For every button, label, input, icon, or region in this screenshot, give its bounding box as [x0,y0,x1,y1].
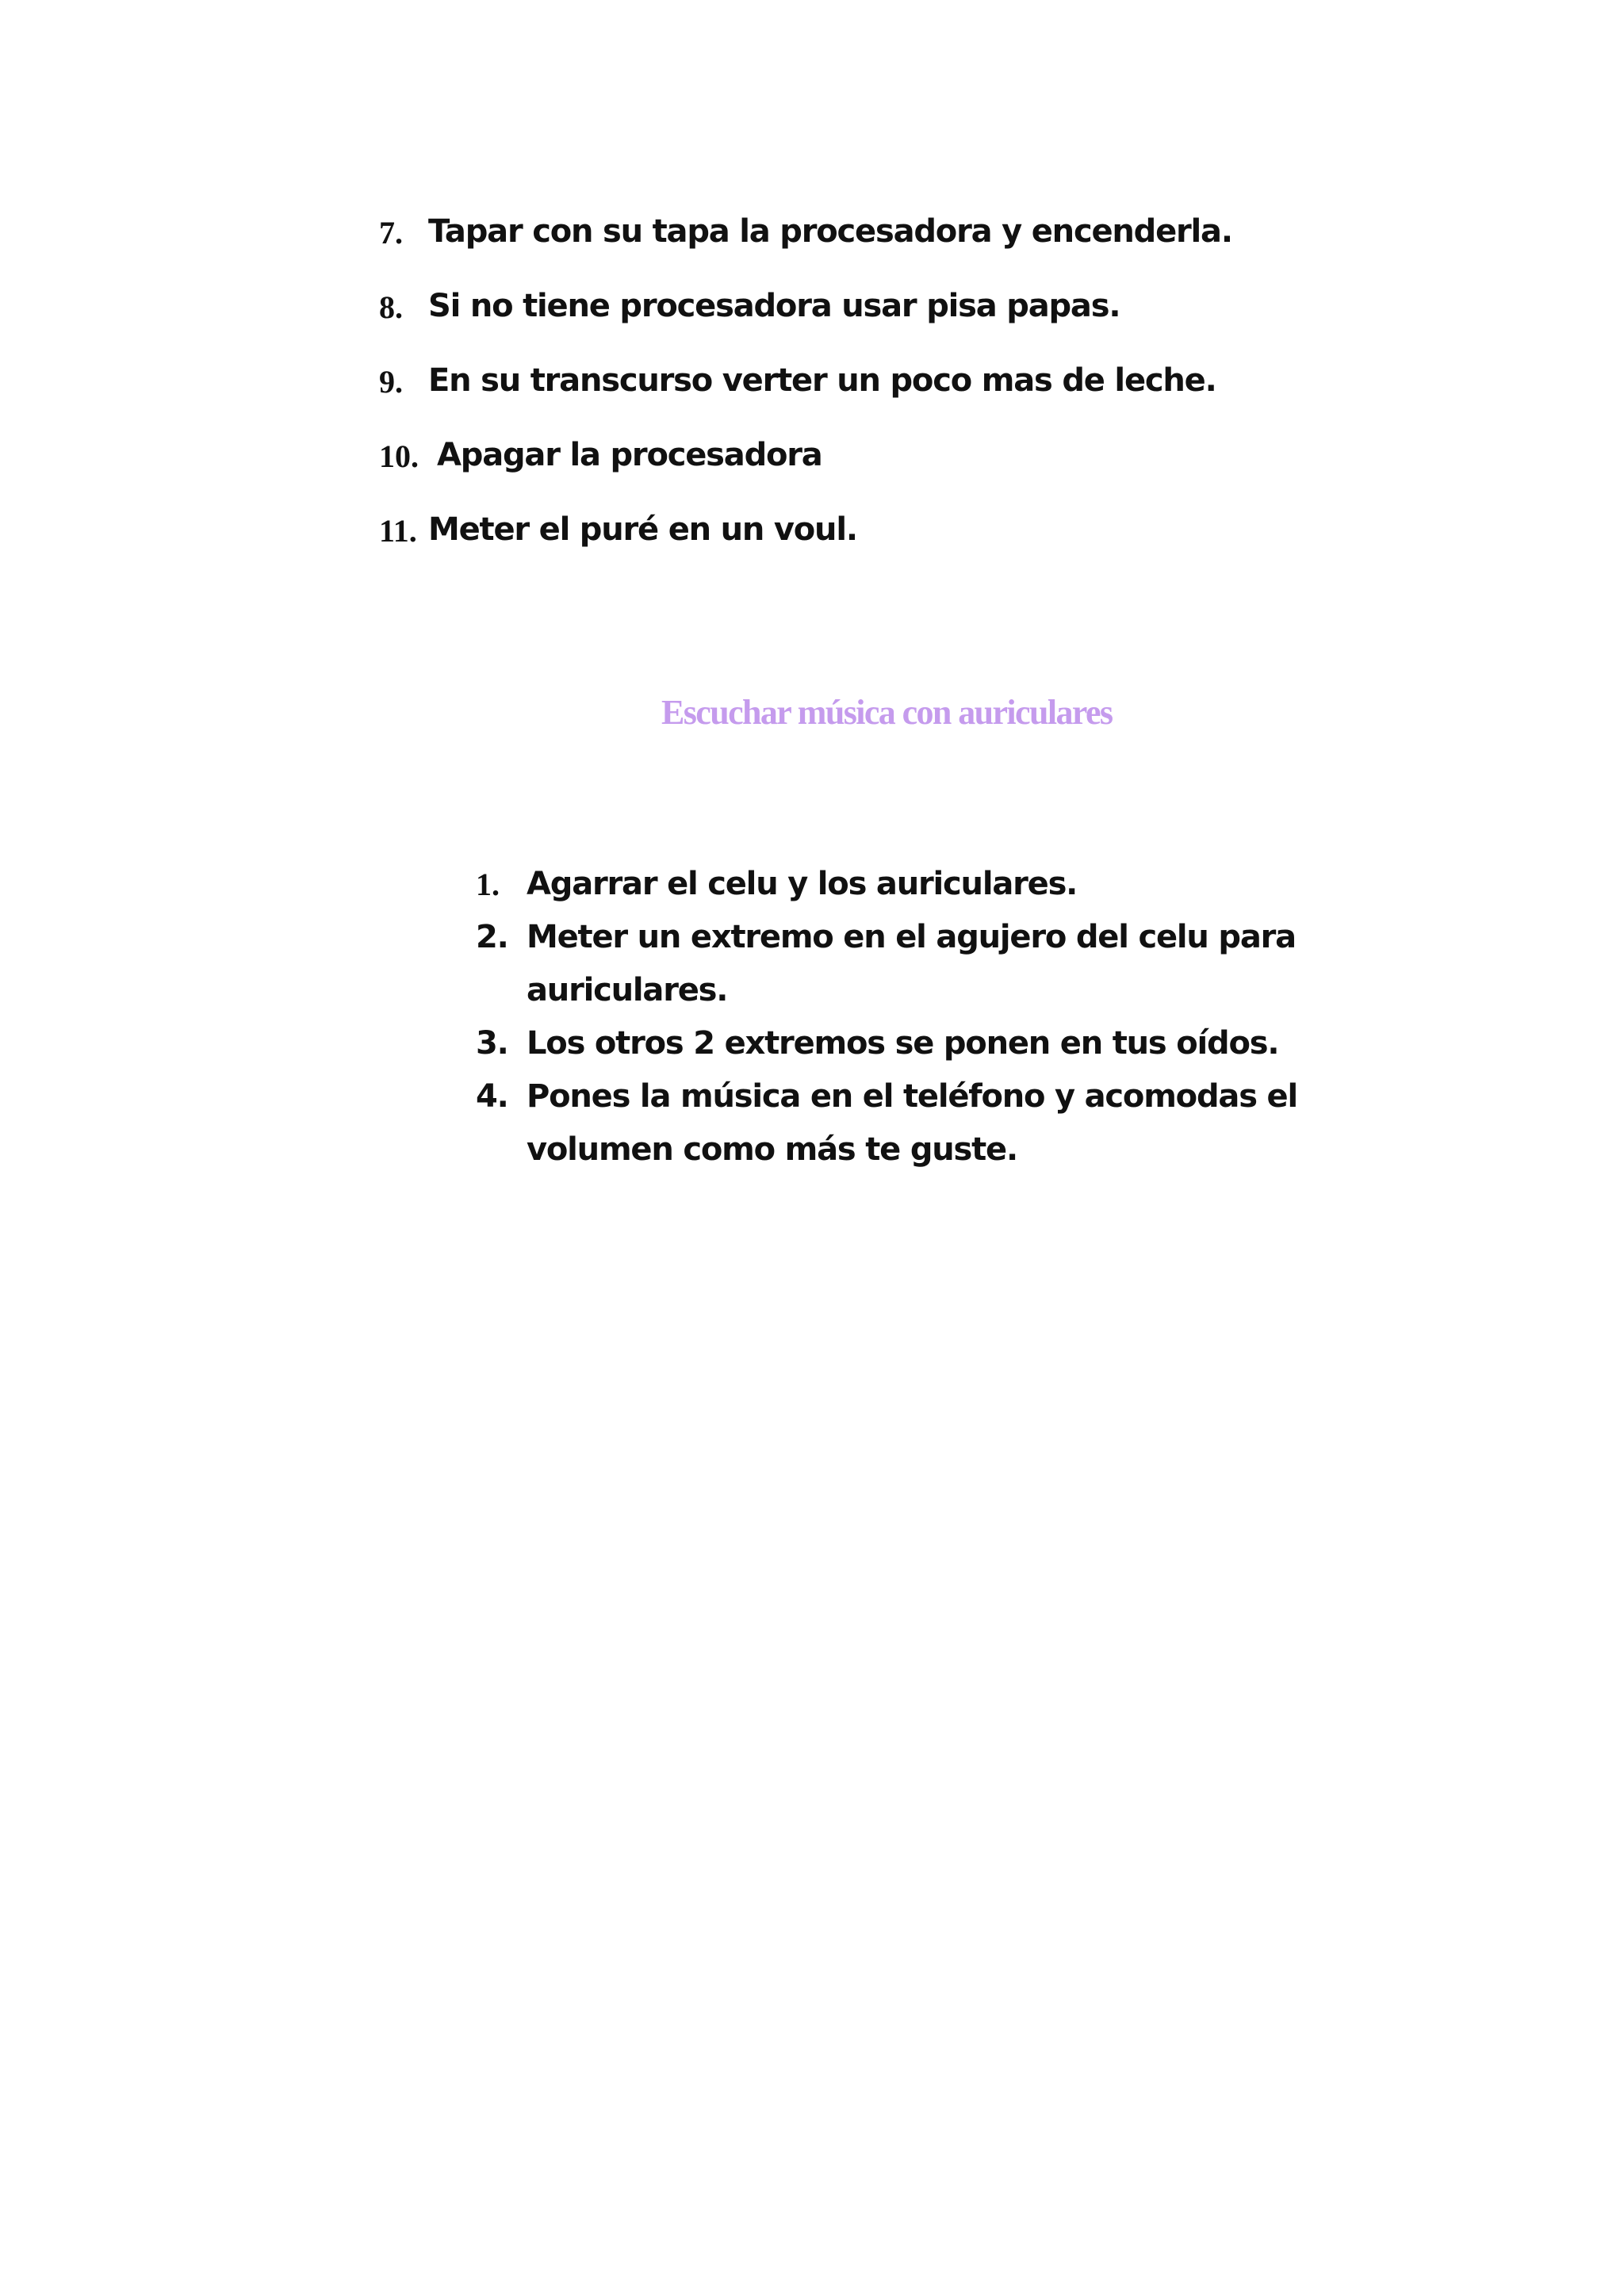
music-steps-list [476,858,1427,1177]
step-number: 8. [379,289,403,325]
step-number: 3. [476,1025,508,1062]
list-item [379,436,1568,511]
list-item [379,511,1568,585]
list-item [476,911,1427,1017]
step-text: Apagar la procesadora [437,437,822,473]
list-item [476,1017,1427,1070]
step-number: 2. [476,919,508,955]
list-item [379,287,1568,362]
step-number: 4. [476,1078,508,1115]
step-number: 7. [379,215,403,251]
list-item [476,858,1427,911]
list-item [379,212,1568,287]
step-text: Tapar con su tapa la procesadora y encenderla. [428,213,1232,250]
step-text: Meter un extremo en el agujero del celu para auriculares. [527,919,1296,1008]
list-item [476,1070,1427,1177]
section-title: Escuchar música con auriculares [661,693,1113,732]
step-text: Si no tiene procesadora usar pisa papas. [428,288,1120,324]
step-number: 10. [379,438,419,474]
step-text: En su transcurso verter un poco mas de leche. [428,362,1216,399]
step-text: Pones la música en el teléfono y acomodas el volumen como más te guste. [527,1078,1297,1168]
step-text: Los otros 2 extremos se ponen en tus oídos. [527,1025,1279,1062]
step-number: 1. [476,867,500,902]
step-text: Meter el puré en un voul. [428,511,857,548]
step-text: Agarrar el celu y los auriculares. [527,866,1078,902]
list-item [379,362,1568,436]
step-number: 11. [379,513,417,549]
step-number: 9. [379,364,403,400]
recipe-steps-list [379,212,1568,585]
